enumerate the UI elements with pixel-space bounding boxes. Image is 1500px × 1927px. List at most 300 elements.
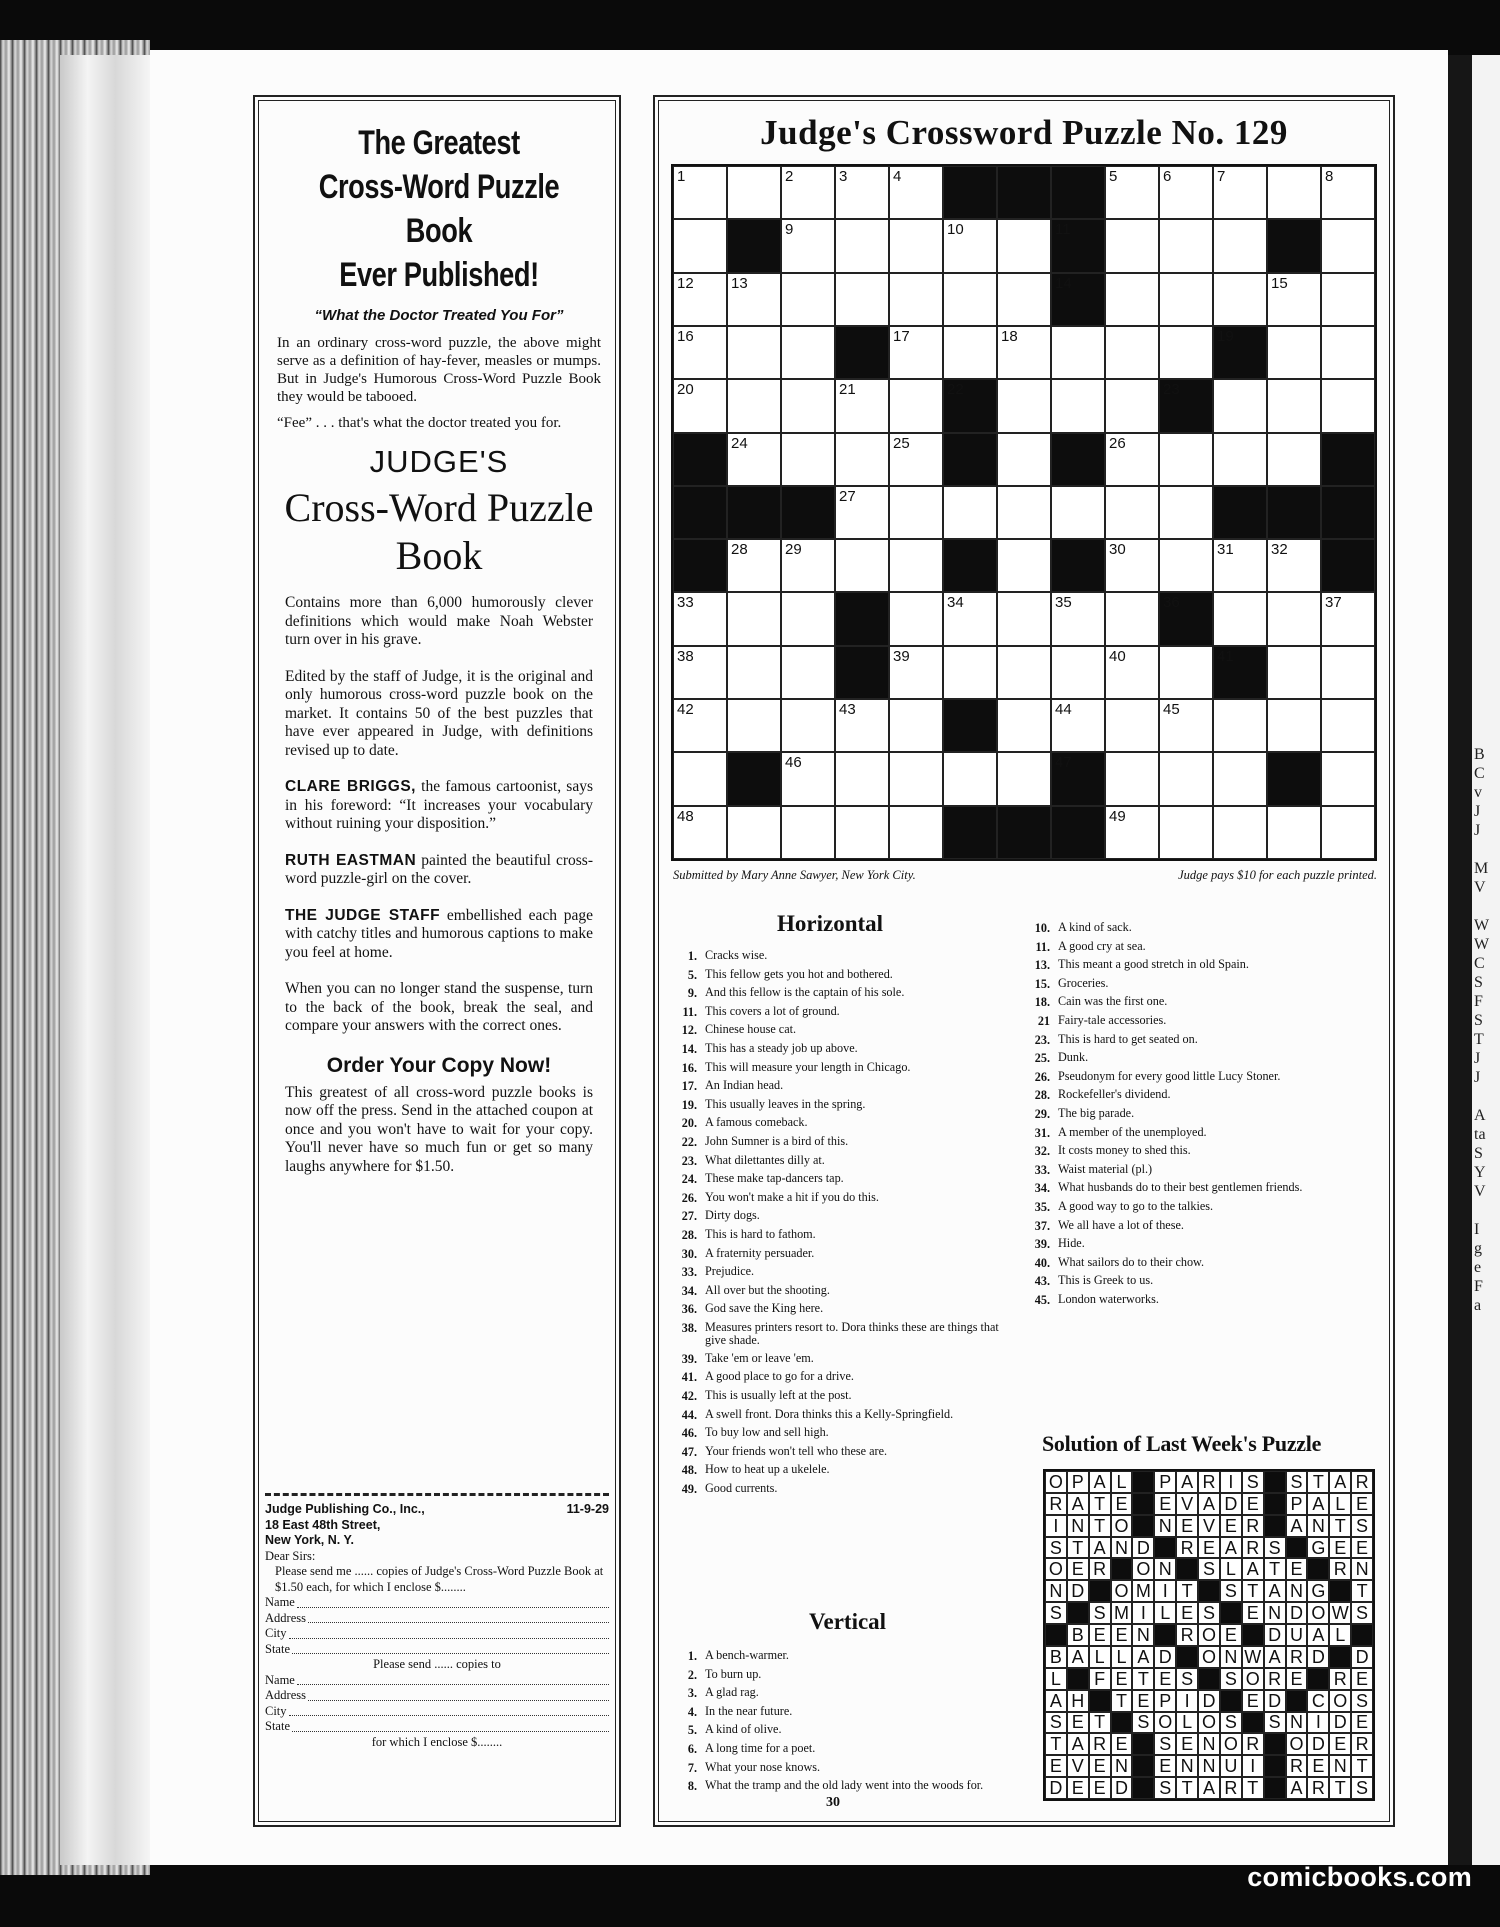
clue-number: 20 (677, 381, 694, 399)
puzzle-cell[interactable] (673, 219, 727, 272)
solution-black-square (1242, 1624, 1264, 1646)
puzzle-cell[interactable] (1267, 646, 1321, 699)
solution-letter: S (1132, 1712, 1154, 1734)
clue-text: You won't make a hit if you do this. (705, 1189, 879, 1204)
city-line[interactable] (289, 1704, 609, 1717)
address-line[interactable] (308, 1611, 609, 1624)
solution-letter: A (1198, 1777, 1220, 1799)
puzzle-cell[interactable] (1213, 752, 1267, 805)
clue-text: What husbands do to their best gentlemen friends. (1058, 1180, 1303, 1195)
puzzle-cell[interactable] (1267, 273, 1321, 326)
puzzle-cell[interactable] (1051, 699, 1105, 752)
puzzle-cell[interactable] (727, 592, 781, 645)
puzzle-cell[interactable] (1159, 433, 1213, 486)
clue-number: 36. (681, 1302, 697, 1317)
solution-letter: V (1176, 1493, 1198, 1515)
clue-item (1024, 1068, 1382, 1087)
solution-letter: E (1351, 1537, 1373, 1559)
solution-letter: R (1286, 1646, 1308, 1668)
black-square (1267, 752, 1321, 805)
puzzle-cell[interactable] (673, 326, 727, 379)
puzzle-cell[interactable] (997, 646, 1051, 699)
coupon-address-field[interactable] (265, 1611, 609, 1627)
clue-item (671, 1170, 1016, 1189)
solution-letter: L (1111, 1471, 1133, 1493)
clue-number: 11. (682, 1004, 697, 1019)
puzzle-cell[interactable] (1105, 539, 1159, 592)
clue-number: 49. (681, 1482, 697, 1497)
puzzle-cell[interactable] (1213, 433, 1267, 486)
puzzle-cell[interactable] (835, 539, 889, 592)
clue-text: This covers a lot of ground. (705, 1003, 840, 1018)
puzzle-cell[interactable] (889, 699, 943, 752)
ad-fee: “Fee” . . . that's what the doctor treated you for. (277, 415, 562, 431)
solution-letter: R (1176, 1537, 1198, 1559)
clue-number: 27 (839, 487, 856, 505)
puzzle-cell[interactable] (1105, 592, 1159, 645)
puzzle-cell[interactable] (943, 326, 997, 379)
puzzle-cell[interactable] (781, 273, 835, 326)
clue-number: 3 (839, 168, 848, 185)
facing-page-letter: M (1474, 860, 1489, 877)
puzzle-cell[interactable] (1267, 806, 1321, 859)
puzzle-cell[interactable] (889, 539, 943, 592)
puzzle-cell[interactable] (889, 219, 943, 272)
clue-item (671, 1114, 1016, 1133)
puzzle-cell[interactable] (997, 379, 1051, 432)
puzzle-cell[interactable] (1105, 646, 1159, 699)
puzzle-cell[interactable] (781, 539, 835, 592)
clue-text: To burn up. (705, 1666, 762, 1681)
name-line[interactable] (297, 1595, 609, 1608)
puzzle-cell[interactable] (1213, 166, 1267, 219)
black-square (1321, 433, 1375, 486)
solution-letter: R (1286, 1755, 1308, 1777)
puzzle-cell[interactable] (781, 219, 835, 272)
solution-black-square (1176, 1558, 1198, 1580)
puzzle-cell[interactable] (889, 273, 943, 326)
puzzle-cell[interactable] (835, 166, 889, 219)
puzzle-cell[interactable] (1213, 219, 1267, 272)
puzzle-cell[interactable] (1051, 592, 1105, 645)
clue-number: 45 (1163, 701, 1180, 719)
puzzle-cell[interactable] (1159, 699, 1213, 752)
clue-text: And this fellow is the captain of his sole. (705, 985, 905, 1000)
puzzle-cell[interactable] (673, 752, 727, 805)
puzzle-cell[interactable] (1159, 646, 1213, 699)
clue-number: 23. (681, 1153, 697, 1168)
solution-letter: A (1264, 1646, 1286, 1668)
solution-black-square (1351, 1624, 1373, 1646)
black-square (727, 752, 781, 805)
city-line[interactable] (289, 1626, 609, 1639)
clue-item (671, 1350, 1016, 1369)
clue-text: Cain was the first one. (1058, 994, 1168, 1009)
puzzle-cell[interactable] (889, 486, 943, 539)
clue-number: 17. (681, 1079, 697, 1094)
solution-letter: R (1329, 1558, 1351, 1580)
facing-page-letter: ta (1474, 1126, 1486, 1143)
puzzle-cell[interactable] (1105, 379, 1159, 432)
puzzle-cell[interactable] (781, 752, 835, 805)
clue-number: 21 (1037, 1013, 1050, 1028)
crossword-frame (658, 100, 1390, 1822)
solution-letter: S (1264, 1712, 1286, 1734)
clue-number: 13 (731, 274, 748, 292)
puzzle-cell[interactable] (835, 752, 889, 805)
puzzle-cell[interactable] (1213, 539, 1267, 592)
puzzle-cell[interactable] (835, 433, 889, 486)
puzzle-cell[interactable] (673, 699, 727, 752)
puzzle-cell[interactable] (889, 806, 943, 859)
puzzle-cell[interactable] (943, 486, 997, 539)
solution-black-square (1264, 1493, 1286, 1515)
puzzle-cell[interactable] (673, 646, 727, 699)
puzzle-cell[interactable] (1267, 433, 1321, 486)
puzzle-cell[interactable] (781, 592, 835, 645)
puzzle-cell[interactable] (727, 646, 781, 699)
puzzle-cell[interactable] (1267, 326, 1321, 379)
book-name-line1: JUDGE'S (369, 444, 509, 479)
puzzle-cell[interactable] (889, 646, 943, 699)
solution-letter: B (1045, 1646, 1067, 1668)
clue-number: 43. (1034, 1274, 1050, 1289)
puzzle-cell[interactable] (997, 326, 1051, 379)
puzzle-cell[interactable] (835, 273, 889, 326)
coupon-city-field-2[interactable] (265, 1704, 609, 1720)
solution-letter: R (1089, 1733, 1111, 1755)
ad-headline-line: Cross-Word Puzzle Book (318, 168, 560, 250)
black-square (997, 166, 1051, 219)
clue-number: 5. (687, 967, 697, 982)
puzzle-cell[interactable] (1267, 539, 1321, 592)
state-line[interactable] (292, 1719, 609, 1732)
clue-item (671, 1740, 1016, 1759)
puzzle-cell[interactable] (1267, 379, 1321, 432)
puzzle-cell[interactable] (1105, 273, 1159, 326)
puzzle-cell[interactable] (997, 433, 1051, 486)
solution-letter: R (1329, 1668, 1351, 1690)
order-text: This greatest of all cross-word puzzle books is now off the press. Send in the attached coupon at once and you won't have to wait for your copy. You'll never have so much fun or get so many laughs anywhere for $1.50. (285, 1083, 593, 1175)
clue-number: 20. (681, 1116, 697, 1131)
puzzle-cell[interactable] (781, 699, 835, 752)
clue-number: 29. (1034, 1106, 1050, 1121)
puzzle-payment-note: Judge pays $10 for each puzzle printed. (1178, 868, 1377, 882)
solution-letter: V (1198, 1515, 1220, 1537)
puzzle-cell[interactable] (1051, 326, 1105, 379)
clue-item (1024, 1161, 1382, 1180)
puzzle-cell[interactable] (835, 699, 889, 752)
puzzle-cell[interactable] (673, 379, 727, 432)
clue-number: 16. (681, 1060, 697, 1075)
solution-letter: E (1220, 1515, 1242, 1537)
solution-letter: E (1286, 1668, 1308, 1690)
puzzle-cell[interactable] (889, 752, 943, 805)
clue-number: 15. (1034, 976, 1050, 991)
clue-item (671, 1703, 1016, 1722)
puzzle-cell[interactable] (1105, 166, 1159, 219)
solution-black-square (1132, 1755, 1154, 1777)
address-line[interactable] (308, 1688, 609, 1701)
puzzle-cell[interactable] (673, 273, 727, 326)
solution-letter: T (1089, 1712, 1111, 1734)
puzzle-cell[interactable] (1159, 539, 1213, 592)
solution-letter: E (1242, 1690, 1264, 1712)
puzzle-cell[interactable] (727, 166, 781, 219)
puzzle-cell[interactable] (781, 433, 835, 486)
puzzle-cell[interactable] (1321, 379, 1375, 432)
facing-page-letter: T (1474, 1031, 1484, 1048)
solution-letter: A (1286, 1515, 1308, 1537)
clue-number: 14. (681, 1041, 697, 1056)
clue-item (671, 1406, 1016, 1425)
clue-item (1024, 1086, 1382, 1105)
solution-black-square (1329, 1646, 1351, 1668)
puzzle-cell[interactable] (943, 219, 997, 272)
puzzle-cell[interactable] (1213, 806, 1267, 859)
solution-letter: L (1329, 1493, 1351, 1515)
puzzle-title: Judge's Crossword Puzzle No. 129 (760, 113, 1288, 152)
puzzle-cell[interactable] (1159, 806, 1213, 859)
puzzle-cell[interactable] (1051, 486, 1105, 539)
puzzle-cell[interactable] (1159, 166, 1213, 219)
puzzle-cell[interactable] (1105, 326, 1159, 379)
site-watermark: comicbooks.com (1247, 1862, 1472, 1892)
solution-letter: E (1089, 1755, 1111, 1777)
puzzle-cell[interactable] (781, 166, 835, 219)
puzzle-cell[interactable] (1213, 273, 1267, 326)
black-square (835, 592, 889, 645)
clue-text: A good cry at sea. (1058, 938, 1146, 953)
puzzle-cell[interactable] (997, 752, 1051, 805)
clue-item (671, 1368, 1016, 1387)
solution-letter: I (1045, 1515, 1067, 1537)
puzzle-cell[interactable] (1321, 326, 1375, 379)
black-square (943, 166, 997, 219)
clue-number: 6 (1163, 168, 1172, 185)
puzzle-cell[interactable] (943, 752, 997, 805)
puzzle-cell[interactable] (997, 699, 1051, 752)
puzzle-cell[interactable] (835, 806, 889, 859)
puzzle-cell[interactable] (1105, 433, 1159, 486)
puzzle-cell[interactable] (997, 539, 1051, 592)
clue-number: 10 (947, 221, 964, 239)
clue-number: 28 (731, 541, 748, 559)
puzzle-cell[interactable] (1267, 699, 1321, 752)
clue-number: 19. (681, 1097, 697, 1112)
city-label: City (265, 1703, 287, 1718)
clue-item (671, 947, 1016, 966)
coupon-company-row (265, 1502, 609, 1518)
puzzle-cell[interactable] (889, 433, 943, 486)
puzzle-cell[interactable] (889, 379, 943, 432)
solution-letter: N (1111, 1755, 1133, 1777)
puzzle-cell[interactable] (727, 699, 781, 752)
order-coupon[interactable] (265, 1493, 609, 1750)
solution-letter: S (1220, 1580, 1242, 1602)
black-square (781, 486, 835, 539)
black-square (1051, 433, 1105, 486)
puzzle-cell[interactable] (1321, 166, 1375, 219)
solution-letter: A (1067, 1493, 1089, 1515)
clue-number: 41 (1217, 647, 1234, 665)
puzzle-cell[interactable] (1213, 699, 1267, 752)
eastman-text: painted the beautiful cross-word puzzle-girl on the cover. (285, 851, 594, 887)
clue-item (671, 1040, 1016, 1059)
puzzle-cell[interactable] (997, 592, 1051, 645)
solution-letter: O (1045, 1471, 1067, 1493)
black-square (1213, 646, 1267, 699)
puzzle-cell[interactable] (1267, 166, 1321, 219)
puzzle-cell[interactable] (781, 326, 835, 379)
puzzle-cell[interactable] (727, 379, 781, 432)
puzzle-cell[interactable] (1159, 486, 1213, 539)
coupon-city-field[interactable] (265, 1626, 609, 1642)
solution-letter: S (1045, 1537, 1067, 1559)
facing-page-letter: F (1474, 993, 1483, 1010)
solution-black-square (1264, 1777, 1286, 1799)
puzzle-cell[interactable] (673, 592, 727, 645)
clue-number: 42 (677, 701, 694, 719)
solution-letter: I (1176, 1690, 1198, 1712)
coupon-address-field-2[interactable] (265, 1688, 609, 1704)
solution-black-square (1220, 1690, 1242, 1712)
puzzle-cell[interactable] (943, 646, 997, 699)
puzzle-cell[interactable] (835, 379, 889, 432)
clue-number: 38. (681, 1320, 697, 1335)
puzzle-cell[interactable] (1105, 486, 1159, 539)
puzzle-cell[interactable] (889, 166, 943, 219)
puzzle-cell[interactable] (835, 219, 889, 272)
puzzle-cell[interactable] (673, 806, 727, 859)
clue-item (671, 1387, 1016, 1406)
black-square (1051, 166, 1105, 219)
puzzle-cell[interactable] (727, 539, 781, 592)
puzzle-cell[interactable] (1105, 219, 1159, 272)
crossword-grid[interactable] (671, 164, 1377, 861)
clue-number: 23. (1034, 1032, 1050, 1047)
name-line[interactable] (297, 1673, 609, 1686)
clue-number: 22 (947, 381, 964, 399)
clue-item (1024, 1254, 1382, 1273)
solution-letter: S (1220, 1712, 1242, 1734)
clue-number: 46 (785, 754, 802, 772)
clue-text: Dunk. (1058, 1050, 1089, 1065)
puzzle-cell[interactable] (1105, 752, 1159, 805)
coupon-name-field-2[interactable] (265, 1673, 609, 1689)
puzzle-cell[interactable] (781, 806, 835, 859)
puzzle-cell[interactable] (943, 592, 997, 645)
puzzle-cell[interactable] (1321, 699, 1375, 752)
clue-number: 12. (681, 1023, 697, 1038)
puzzle-cell[interactable] (1159, 273, 1213, 326)
puzzle-cell[interactable] (727, 433, 781, 486)
clue-number: 35. (1034, 1199, 1050, 1214)
solution-letter: E (1307, 1755, 1329, 1777)
puzzle-cell[interactable] (997, 486, 1051, 539)
clue-item (671, 1777, 1016, 1796)
facing-page-letter: A (1474, 1107, 1486, 1124)
puzzle-cell[interactable] (781, 379, 835, 432)
facing-page-letter: V (1474, 879, 1486, 896)
book-advertisement (253, 95, 621, 1827)
puzzle-cell[interactable] (889, 592, 943, 645)
solution-letter: D (1045, 1777, 1067, 1799)
coupon-state-field-2[interactable] (265, 1719, 609, 1735)
puzzle-cell[interactable] (835, 486, 889, 539)
state-line[interactable] (292, 1642, 609, 1655)
puzzle-cell[interactable] (781, 646, 835, 699)
black-square (1051, 539, 1105, 592)
coupon-state-field[interactable] (265, 1642, 609, 1658)
puzzle-cell[interactable] (1105, 806, 1159, 859)
solution-letter: T (1307, 1471, 1329, 1493)
puzzle-cell[interactable] (1105, 699, 1159, 752)
solution-letter: T (1132, 1668, 1154, 1690)
puzzle-cell[interactable] (1159, 219, 1213, 272)
puzzle-cell[interactable] (943, 273, 997, 326)
ad-edited: Edited by the staff of Judge, it is the original and only humorous cross-word puzzle book on the market. It contains 50 of the best puzzles that have ever appeared in Judge, with definitions revised up to date. (285, 667, 593, 759)
puzzle-cell[interactable] (1159, 752, 1213, 805)
puzzle-cell[interactable] (1321, 806, 1375, 859)
black-square (1267, 486, 1321, 539)
puzzle-cell[interactable] (889, 326, 943, 379)
clue-number: 1 (677, 168, 686, 185)
puzzle-cell[interactable] (1321, 219, 1375, 272)
puzzle-cell[interactable] (1321, 273, 1375, 326)
solution-letter: A (1220, 1537, 1242, 1559)
solution-letter: S (1154, 1733, 1176, 1755)
puzzle-cell[interactable] (1213, 379, 1267, 432)
puzzle-cell[interactable] (1051, 646, 1105, 699)
puzzle-cell[interactable] (997, 273, 1051, 326)
solution-letter: P (1067, 1471, 1089, 1493)
puzzle-cell[interactable] (997, 219, 1051, 272)
puzzle-cell[interactable] (1321, 592, 1375, 645)
clue-number: 33. (1034, 1162, 1050, 1177)
solution-black-square (1154, 1624, 1176, 1646)
clue-item (671, 1189, 1016, 1208)
clue-text: A bench-warmer. (705, 1648, 789, 1662)
puzzle-cell[interactable] (1267, 592, 1321, 645)
coupon-name-field[interactable] (265, 1595, 609, 1611)
horizontal-heading: Horizontal (777, 911, 884, 936)
facing-page-letter: S (1474, 1145, 1483, 1162)
puzzle-cell[interactable] (1051, 379, 1105, 432)
black-square (835, 326, 889, 379)
clue-number: 16 (677, 327, 694, 345)
black-square (1159, 592, 1213, 645)
puzzle-cell[interactable] (1159, 326, 1213, 379)
puzzle-cell[interactable] (673, 166, 727, 219)
puzzle-cell[interactable] (727, 273, 781, 326)
clue-text: A good way to go to the talkies. (1058, 1198, 1214, 1213)
black-square (943, 539, 997, 592)
puzzle-cell[interactable] (727, 326, 781, 379)
solution-letter: A (1307, 1624, 1329, 1646)
solution-letter: O (1242, 1668, 1264, 1690)
puzzle-cell[interactable] (1321, 646, 1375, 699)
clue-text: Good currents. (705, 1481, 778, 1496)
puzzle-cell[interactable] (727, 806, 781, 859)
ad-headline-line: Ever Published! (339, 256, 539, 294)
solution-letter: T (1264, 1558, 1286, 1580)
puzzle-cell[interactable] (1321, 752, 1375, 805)
solution-letter: T (1089, 1515, 1111, 1537)
puzzle-cell[interactable] (1213, 592, 1267, 645)
solution-letter: N (1329, 1755, 1351, 1777)
black-square (835, 646, 889, 699)
